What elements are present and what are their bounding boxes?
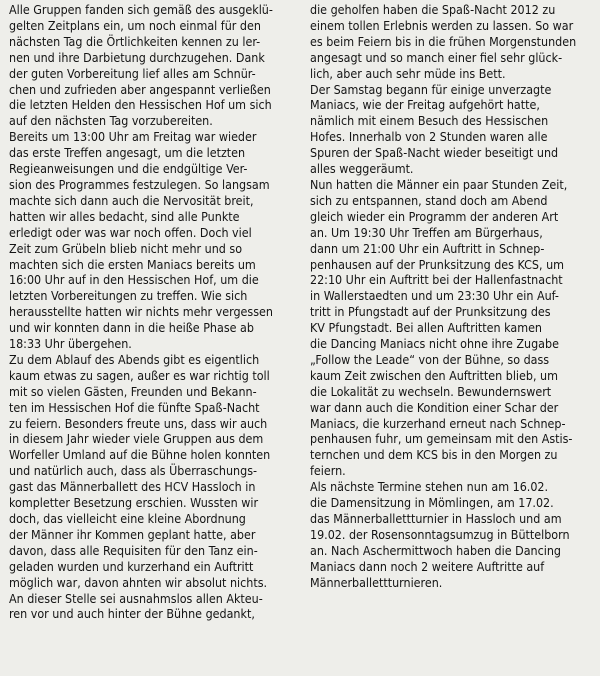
text-line: zu feiern. Besonders freute uns, dass wir auch	[9, 415, 268, 431]
text-line: 16:00 Uhr auf in den Hessischen Hof, um die	[9, 272, 259, 288]
text-line: ten im Hessischen Hof die fünfte Spaß-Nacht	[9, 399, 260, 415]
text-line: alles weggeräumt.	[310, 161, 414, 177]
text-line: das Männerballettturnier in Hassloch und am	[310, 511, 562, 526]
text-line: einem tollen Erlebnis werden zu lassen. So war	[310, 17, 574, 33]
text-line: Regieanweisungen und die endgültige Ver-	[9, 161, 248, 177]
text-line: auf den nächsten Tag vorzubereiten.	[9, 113, 213, 129]
text-line: es beim Feiern bis in die frühen Morgenstunden	[310, 33, 577, 49]
text-line: Maniacs, die kurzerhand erneut nach Schnep-	[310, 415, 566, 431]
text-line: kaum etwas zu sagen, außer es war richtig toll	[9, 367, 270, 383]
text-line: Hofes. Innerhalb von 2 Stunden waren alle	[310, 129, 548, 145]
text-line: ren vor und auch hinter der Bühne gedankt,	[9, 606, 255, 622]
text-line: und natürlich auch, dass als Überraschungs-	[9, 463, 258, 479]
text-line: erledigt oder was war noch offen. Doch viel	[9, 224, 252, 240]
text-line: geladen wurden und kurzerhand ein Auftritt	[9, 558, 254, 574]
text-line: nächsten Tag die Örtlichkeiten kennen zu ler-	[9, 33, 261, 49]
text-line: An dieser Stelle sei ausnahmslos allen Akteu-	[9, 590, 263, 606]
text-line: in diesem Jahr wieder viele Gruppen aus dem	[9, 431, 264, 447]
text-line: penhausen fuhr, um gemeinsam mit den Astis-	[310, 431, 573, 447]
text-line: möglich war, davon ahnten wir absolut nichts.	[9, 574, 268, 590]
text-line: Zeit zum Grübeln blieb nicht mehr und so	[9, 240, 243, 256]
text-line: lich, aber auch sehr müde ins Bett.	[310, 65, 506, 81]
text-line: Bereits um 13:00 Uhr am Freitag war wieder	[9, 129, 257, 145]
left-text-column	[9, 2, 301, 622]
text-line: letzten Vorbereitungen zu treffen. Wie sich	[9, 288, 248, 304]
text-line: gast das Männerballett des HCV Hassloch in	[9, 479, 256, 495]
text-line: Maniacs dann noch 2 weitere Auftritte auf	[310, 558, 545, 574]
text-line: Männerballettturnieren.	[310, 574, 443, 590]
text-line: Worfeller Umland auf die Bühne holen konnten	[9, 447, 271, 463]
text-line: Zu dem Ablauf des Abends gibt es eigentlich	[9, 351, 260, 367]
text-line: feiern.	[310, 463, 346, 479]
text-line: Der Samstag begann für einige unverzagte	[310, 81, 552, 97]
text-line: „Follow the Leade“ von der Bühne, so dass	[310, 351, 550, 367]
text-line: doch, das vielleicht eine kleine Abordnung	[9, 511, 246, 526]
text-line: chen und zufrieden aber angespannt verließen	[9, 81, 271, 97]
text-line: und wir konnten dann in die heiße Phase ab	[9, 320, 254, 336]
text-line: die Dancing Maniacs nicht ohne ihre Zugabe	[310, 336, 559, 352]
text-line: machte sich dann auch die Nervosität breit,	[9, 192, 254, 208]
text-line: die letzten Helden den Hessischen Hof um sich	[9, 97, 272, 113]
text-line: kompletter Besetzung erschien. Wussten wir	[9, 495, 259, 511]
text-line: kaum Zeit zwischen den Auftritten blieb, um	[310, 367, 558, 383]
text-line: tritt in Pfungstadt auf der Prunksitzung des	[310, 304, 551, 320]
right-text-column	[310, 2, 594, 591]
text-line: die Damensitzung in Mömlingen, am 17.02.	[310, 495, 554, 511]
text-line: die geholfen haben die Spaß-Nacht 2012 zu	[310, 2, 556, 17]
text-line: sich zu entspannen, stand doch am Abend	[310, 192, 548, 208]
text-line: sion des Programmes festzulegen. So langsam	[9, 176, 270, 192]
text-line: ternchen und dem KCS bis in den Morgen zu	[310, 447, 558, 463]
text-line: Alle Gruppen fanden sich gemäß des ausgeklü-	[9, 2, 273, 17]
text-line: 22:10 Uhr ein Auftritt bei der Hallenfastnacht	[310, 272, 563, 288]
text-line: 19.02. der Rosensonntagsumzug in Büttelborn	[310, 526, 570, 542]
text-line: 18:33 Uhr übergehen.	[9, 336, 132, 352]
text-line: Spuren der Spaß-Nacht wieder beseitigt und	[310, 145, 559, 161]
text-line: die Lokalität zu wechseln. Bewundernswert	[310, 383, 552, 399]
text-line: penhausen auf der Prunksitzung des KCS, um	[310, 256, 564, 272]
text-line: Maniacs, wie der Freitag aufgehört hatte,	[310, 97, 540, 113]
text-line: machten sich die ersten Maniacs bereits um	[9, 256, 256, 272]
text-line: herausstellte hatten wir nichts mehr vergessen	[9, 304, 273, 320]
text-line: Als nächste Termine stehen nun am 16.02.	[310, 479, 549, 495]
text-line: hatten wir alles bedacht, sind alle Punkte	[9, 208, 240, 224]
text-line: davon, dass alle Requisiten für den Tanz ein-	[9, 542, 258, 558]
text-line: war dann auch die Kondition einer Schar der	[310, 399, 559, 415]
text-line: mit so vielen Gästen, Freunden und Bekann-	[9, 383, 257, 399]
text-line: dann um 21:00 Uhr ein Auftritt in Schnep-	[310, 240, 545, 256]
text-line: an. Nach Aschermittwoch haben die Dancing	[310, 542, 561, 558]
text-line: der guten Vorbereitung lief alles am Schnür-	[9, 65, 256, 81]
text-line: in Wallerstaedten und um 23:30 Uhr ein Auf-	[310, 288, 559, 304]
text-line: nen und ihre Darbietung durchzugehen. Dank	[9, 49, 265, 65]
text-line: an. Um 19:30 Uhr Treffen am Bürgerhaus,	[310, 224, 543, 240]
text-line: angesagt und so manch einer fiel sehr glück-	[310, 49, 563, 65]
text-line: der Männer ihr Kommen geplant hatte, aber	[9, 526, 256, 542]
text-line: gleich wieder ein Programm der anderen Art	[310, 208, 559, 224]
text-line: nämlich mit einem Besuch des Hessischen	[310, 113, 549, 129]
text-line: gelten Zeitplans ein, um noch einmal für den	[9, 17, 261, 33]
text-line: KV Pfungstadt. Bei allen Auftritten kamen	[310, 320, 542, 336]
text-line: das erste Treffen angesagt, um die letzten	[9, 145, 246, 161]
text-line: Nun hatten die Männer ein paar Stunden Zeit,	[310, 176, 568, 192]
